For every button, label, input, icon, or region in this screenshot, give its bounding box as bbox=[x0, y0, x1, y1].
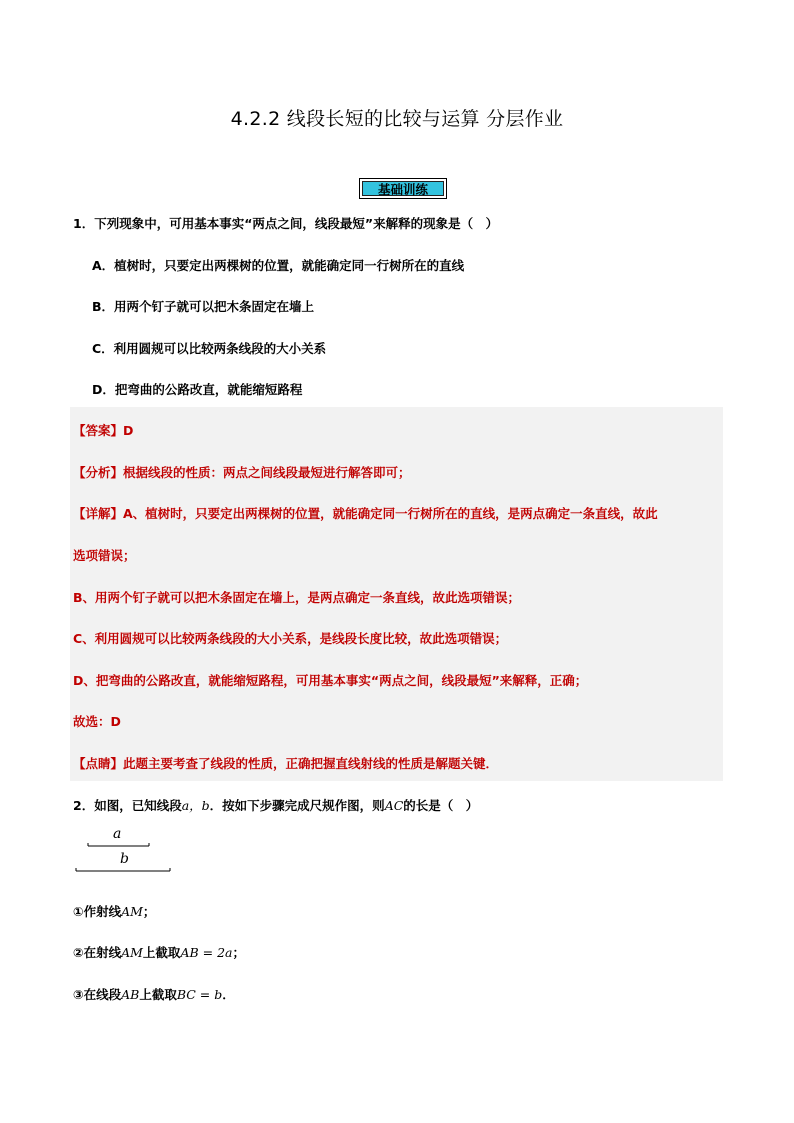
step-3 bbox=[73, 985, 235, 1003]
question-1-option-b: B．用两个钉子就可以把木条固定在墙上 bbox=[92, 299, 315, 314]
step-2-prefix: ②在射线 bbox=[73, 945, 122, 960]
analysis-line: 【分析】根据线段的性质：两点之间线段最短进行解答即可； bbox=[73, 465, 411, 480]
segment-figure bbox=[72, 826, 182, 876]
step-3-math2: BC = b bbox=[176, 987, 223, 1002]
step-1-math: AM bbox=[121, 904, 143, 919]
question-2-stem-vars: a，b bbox=[181, 798, 210, 813]
detail-line-1: 【详解】A、植树时，只要定出两棵树的位置，就能确定同一行树所在的直线，是两点确定一条直线，故此 bbox=[73, 506, 658, 521]
step-2-math: AM bbox=[121, 945, 143, 960]
choose-line: 故选：D bbox=[73, 714, 121, 729]
step-2-math2: AB = 2a bbox=[180, 945, 233, 960]
section-badge-label: 基础训练 bbox=[362, 181, 444, 196]
question-1-option-a: A．植树时，只要定出两棵树的位置，就能确定同一行树所在的直线 bbox=[92, 258, 465, 273]
step-2 bbox=[73, 943, 245, 961]
step-2-suffix: ； bbox=[232, 945, 245, 960]
detail-line-1-cont: 选项错误； bbox=[73, 548, 136, 563]
segment-b-label: b bbox=[120, 851, 129, 867]
detail-line-b: B、用两个钉子就可以把木条固定在墙上，是两点确定一条直线，故此选项错误； bbox=[73, 590, 521, 605]
comment-line: 【点睛】此题主要考查了线段的性质，正确把握直线射线的性质是解题关键． bbox=[73, 756, 499, 771]
detail-line-d: D、把弯曲的公路改直，就能缩短路程，可用基本事实“两点之间，线段最短”来解释，正确； bbox=[73, 673, 588, 688]
question-2-stem-mid: ．按如下步骤完成尺规作图，则 bbox=[209, 798, 385, 813]
segment-a-label: a bbox=[113, 826, 122, 842]
detail-line-c: C、利用圆规可以比较两条线段的大小关系，是线段长度比较，故此选项错误； bbox=[73, 631, 508, 646]
step-1-suffix: ； bbox=[142, 904, 156, 919]
question-1-stem: 1．下列现象中，可用基本事实“两点之间，线段最短”来解释的现象是（ ） bbox=[73, 216, 499, 231]
step-2-mid: 上截取 bbox=[142, 945, 181, 960]
step-3-mid: 上截取 bbox=[139, 987, 177, 1002]
answer-line: 【答案】D bbox=[73, 423, 134, 438]
question-2-stem-ac: AC bbox=[384, 798, 404, 813]
section-badge bbox=[359, 178, 447, 199]
step-3-prefix: ③在线段 bbox=[73, 987, 122, 1002]
question-2-stem-suffix: 的长是（ ） bbox=[403, 798, 479, 813]
question-2-stem-prefix: 2．如图，已知线段 bbox=[73, 798, 182, 813]
step-3-math: AB bbox=[121, 987, 140, 1002]
step-1-prefix: ①作射线 bbox=[73, 904, 122, 919]
question-2-stem bbox=[73, 796, 478, 814]
step-1 bbox=[73, 902, 155, 920]
page-title: 4.2.2 线段长短的比较与运算 分层作业 bbox=[230, 108, 564, 130]
question-1-option-d: D．把弯曲的公路改直，就能缩短路程 bbox=[92, 382, 303, 397]
step-3-suffix: ． bbox=[222, 987, 235, 1002]
question-1-option-c: C．利用圆规可以比较两条线段的大小关系 bbox=[92, 341, 327, 356]
